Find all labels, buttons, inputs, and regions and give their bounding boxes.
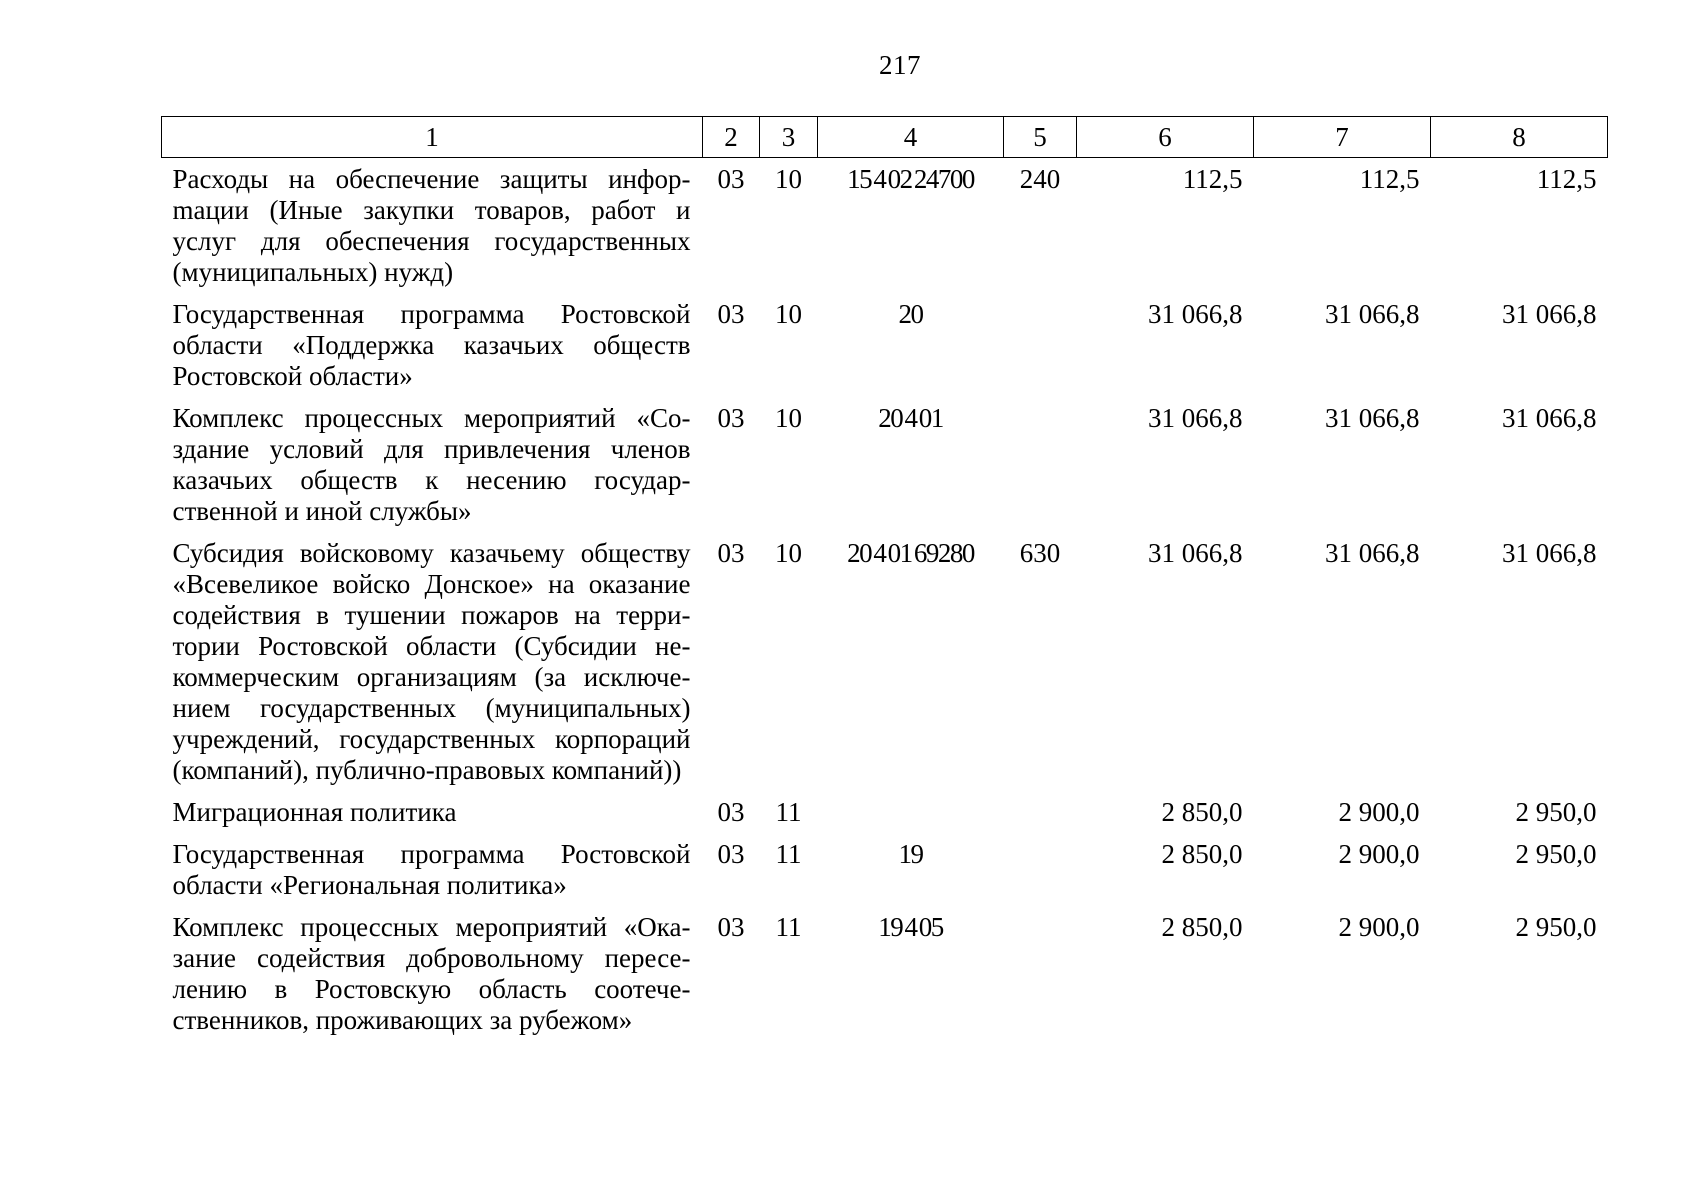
row-target-article: 19 bbox=[898, 839, 923, 869]
row-name: Миграционная политика bbox=[172, 797, 457, 827]
table-row bbox=[162, 797, 1608, 839]
table-row bbox=[162, 839, 1608, 912]
row-target-article: 15 4 02 24700 bbox=[847, 164, 974, 194]
row-section: 03 bbox=[717, 797, 745, 827]
header-col-3: 3 bbox=[760, 117, 818, 158]
row-expense-type bbox=[1004, 912, 1077, 1047]
row-amount-col8: 31 066,8 bbox=[1502, 299, 1597, 329]
row-expense-type bbox=[1004, 797, 1077, 839]
row-name: Комплекс процессных мероприятий «Создание условий для привлечения членов казачьих обществ к несению государственной и иной службы» bbox=[172, 403, 691, 526]
row-amount-col7: 112,5 bbox=[1359, 164, 1420, 194]
row-name: Государственная программа Ростовской области «Поддержка казачьих обществ Ростовской области» bbox=[172, 299, 691, 391]
table-row bbox=[162, 538, 1608, 797]
row-expense-type bbox=[1004, 839, 1077, 912]
row-target-article: 20 4 01 bbox=[878, 403, 943, 433]
row-amount-col6: 31 066,8 bbox=[1148, 538, 1243, 568]
row-name: Субсидия войсковому казачьему обществу «Всевеликое войско Донское» на оказание содействия в тушении пожаров на территории Ростовской области (Субсидии некоммерческим организациям (за исключением государственных (муниципальных) учреждений, государственных корпораций (компаний), публично-правовых компаний)) bbox=[172, 538, 691, 785]
row-amount-col7: 31 066,8 bbox=[1325, 538, 1420, 568]
row-subsection: 10 bbox=[775, 538, 802, 568]
row-amount-col6: 2 850,0 bbox=[1161, 912, 1243, 942]
row-amount-col8: 31 066,8 bbox=[1502, 403, 1597, 433]
row-subsection: 11 bbox=[775, 839, 802, 869]
row-amount-col6: 31 066,8 bbox=[1148, 299, 1243, 329]
row-subsection: 10 bbox=[775, 164, 802, 194]
table-row bbox=[162, 403, 1608, 538]
row-expense-type: 240 bbox=[1019, 164, 1061, 194]
header-col-5: 5 bbox=[1004, 117, 1077, 158]
page-number bbox=[0, 50, 1698, 81]
row-amount-col8: 2 950,0 bbox=[1515, 797, 1597, 827]
row-amount-col6: 2 850,0 bbox=[1161, 839, 1243, 869]
row-expense-type bbox=[1004, 299, 1077, 403]
header-col-4: 4 bbox=[818, 117, 1004, 158]
header-col-7: 7 bbox=[1254, 117, 1431, 158]
row-amount-col7: 2 900,0 bbox=[1338, 797, 1420, 827]
table-header bbox=[162, 117, 1608, 158]
row-target-article: 19 4 05 bbox=[878, 912, 943, 942]
row-amount-col7: 31 066,8 bbox=[1325, 403, 1420, 433]
row-name: Комплекс процессных мероприятий «Оказание содействия добровольному переселению в Ростовскую область соотечественников, проживающих за рубежом» bbox=[172, 912, 691, 1035]
row-amount-col6: 31 066,8 bbox=[1148, 403, 1243, 433]
header-row bbox=[162, 117, 1608, 158]
budget-table bbox=[161, 116, 1608, 1047]
row-amount-col7: 2 900,0 bbox=[1338, 912, 1420, 942]
row-expense-type bbox=[1004, 403, 1077, 538]
table-row bbox=[162, 912, 1608, 1047]
row-subsection: 10 bbox=[775, 403, 802, 433]
row-expense-type: 630 bbox=[1019, 538, 1061, 568]
page-number-text: 217 bbox=[879, 50, 921, 80]
row-name: Государственная программа Ростовской области «Региональная политика» bbox=[172, 839, 691, 900]
row-amount-col8: 31 066,8 bbox=[1502, 538, 1597, 568]
row-subsection: 11 bbox=[775, 797, 802, 827]
row-target-article: 20 bbox=[898, 299, 923, 329]
row-amount-col7: 2 900,0 bbox=[1338, 839, 1420, 869]
row-target-article: 20 4 01 69280 bbox=[847, 538, 974, 568]
row-section: 03 bbox=[717, 164, 745, 194]
header-col-1: 1 bbox=[162, 117, 703, 158]
row-subsection: 11 bbox=[775, 912, 802, 942]
table-body bbox=[162, 158, 1608, 1048]
row-section: 03 bbox=[717, 912, 745, 942]
header-col-6: 6 bbox=[1077, 117, 1254, 158]
row-amount-col8: 2 950,0 bbox=[1515, 912, 1597, 942]
row-section: 03 bbox=[717, 403, 745, 433]
header-col-2: 2 bbox=[703, 117, 760, 158]
row-amount-col8: 2 950,0 bbox=[1515, 839, 1597, 869]
table-row bbox=[162, 299, 1608, 403]
row-amount-col7: 31 066,8 bbox=[1325, 299, 1420, 329]
row-section: 03 bbox=[717, 538, 745, 568]
row-subsection: 10 bbox=[775, 299, 802, 329]
row-section: 03 bbox=[717, 839, 745, 869]
header-col-8: 8 bbox=[1431, 117, 1608, 158]
row-amount-col8: 112,5 bbox=[1536, 164, 1597, 194]
row-target-article bbox=[818, 797, 1004, 839]
table-row bbox=[162, 158, 1608, 300]
row-amount-col6: 112,5 bbox=[1182, 164, 1243, 194]
row-section: 03 bbox=[717, 299, 745, 329]
row-name: Расходы на обеспечение защиты инфорmации (Иные закупки товаров, работ и услуг для обеспечения государственных (муниципальных) нужд) bbox=[172, 164, 691, 287]
row-amount-col6: 2 850,0 bbox=[1161, 797, 1243, 827]
